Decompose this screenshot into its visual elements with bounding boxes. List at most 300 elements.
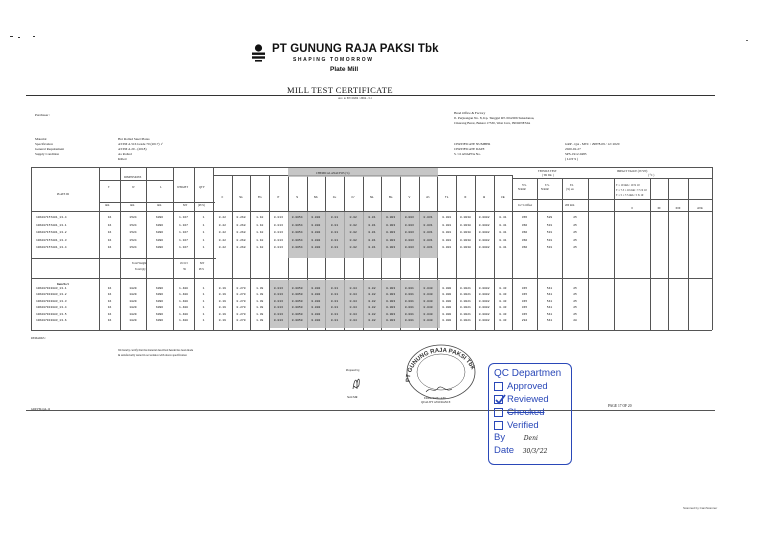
chem-cell-al: 0.040 bbox=[423, 319, 433, 322]
address-line-2: Cikarang Barat, Bekasi 17530, West Java, INDONESIA bbox=[454, 121, 531, 125]
gauge-label: 200 mm bbox=[565, 204, 575, 207]
el-cell: 25 bbox=[573, 223, 577, 227]
element-header-al: Al bbox=[426, 196, 430, 199]
total-qty-label: Total Qty bbox=[135, 268, 146, 271]
chem-cell-n: 0.0038 bbox=[460, 223, 471, 227]
group-2-label: Item No 5 bbox=[57, 283, 69, 286]
width-cell: 1524 bbox=[129, 238, 137, 242]
qty-cell: 1 bbox=[202, 293, 205, 297]
qc-stamp bbox=[488, 363, 572, 465]
chem-cell-c: 0.19 bbox=[218, 287, 226, 290]
chem-cell-ti: 0.001 bbox=[442, 223, 452, 227]
column-divider bbox=[688, 178, 689, 330]
approved-checkbox bbox=[494, 382, 503, 391]
chem-cell-mo: 0.003 bbox=[386, 319, 396, 322]
chem-cell-mo: 0.003 bbox=[386, 223, 396, 227]
general-requirement-label: General Requirement bbox=[35, 147, 65, 151]
chem-cell-nb: 0.002 bbox=[311, 293, 321, 297]
chem-cell-mn: 1.10 bbox=[256, 231, 264, 235]
width-cell: 1524 bbox=[129, 231, 137, 235]
chem-cell-mn: 1.38 bbox=[256, 299, 264, 303]
chem-cell-si: 0.270 bbox=[236, 319, 246, 322]
el-cell: 25 bbox=[573, 231, 577, 235]
chem-cell-v: 0.001 bbox=[404, 319, 414, 322]
address-line-1: Jl. Perjuangan No. 8, Kp. Tanggul RT. 004/006 Sukadanau, bbox=[454, 116, 535, 120]
width-cell: 1829 bbox=[129, 299, 137, 303]
chem-cell-b: 0.0002 bbox=[478, 238, 490, 242]
preparer-name: Sutri MR bbox=[347, 396, 358, 399]
chem-cell-ce: 0.41 bbox=[499, 246, 507, 250]
weight-cell: 1.167 bbox=[178, 246, 188, 250]
chem-cell-n: 0.0038 bbox=[460, 216, 471, 219]
tensile-subheader: ( TR Dir. ) bbox=[542, 174, 554, 177]
element-header-ni: Ni bbox=[370, 196, 374, 199]
chem-cell-al: 0.031 bbox=[423, 238, 433, 242]
chem-cell-cu: 0.01 bbox=[330, 312, 339, 316]
length-cell: 6096 bbox=[155, 231, 164, 235]
thickness-cell: 16 bbox=[107, 319, 112, 322]
thickness-cell: 16 bbox=[107, 287, 112, 290]
qc-verified-option bbox=[494, 419, 566, 432]
company-name: PT GUNUNG RAJA PAKSI Tbk bbox=[272, 43, 439, 55]
chem-cell-s: 0.0054 bbox=[291, 216, 303, 219]
ys-cell: 294 bbox=[521, 319, 528, 322]
ts-unit: N/mm² bbox=[541, 188, 549, 191]
chem-cell-si: 0.268 bbox=[236, 231, 246, 235]
chem-cell-p: 0.013 bbox=[273, 299, 283, 303]
plate-id-cell: 19K207913083_13-6 bbox=[36, 319, 67, 322]
width-cell: 1524 bbox=[129, 223, 137, 227]
chem-cell-mo: 0.003 bbox=[386, 287, 396, 290]
ts-cell: 531 bbox=[546, 231, 553, 235]
chem-cell-mn: 1.38 bbox=[256, 293, 264, 297]
chem-cell-n: 0.0038 bbox=[460, 246, 471, 250]
column-divider bbox=[668, 178, 669, 330]
chem-cell-mo: 0.003 bbox=[386, 216, 396, 219]
chem-cell-nb: 0.002 bbox=[311, 231, 321, 235]
el-cell: 25 bbox=[573, 306, 577, 310]
qty-cell: 1 bbox=[202, 319, 205, 322]
chem-cell-s: 0.0054 bbox=[291, 231, 303, 235]
chem-cell-cu: 0.01 bbox=[330, 287, 339, 290]
length-cell: 6096 bbox=[155, 246, 164, 250]
chem-cell-cr: 0.02 bbox=[349, 216, 357, 219]
chem-cell-p: 0.013 bbox=[273, 216, 283, 219]
chem-cell-n: 0.0021 bbox=[460, 306, 471, 310]
qty-header: QTY bbox=[199, 186, 205, 189]
el-header: EL bbox=[570, 184, 574, 187]
ys-cell: 365 bbox=[521, 216, 528, 219]
chem-cell-c: 0.19 bbox=[218, 306, 226, 310]
total-qty-value: 39 bbox=[183, 268, 186, 271]
width-cell: 1524 bbox=[129, 216, 137, 219]
element-header-cr: Cr bbox=[351, 196, 356, 199]
chem-cell-ni: 0.01 bbox=[368, 238, 376, 242]
chem-cell-p: 0.013 bbox=[273, 312, 283, 316]
chem-cell-ce: 0.41 bbox=[499, 223, 507, 227]
chem-cell-b: 0.0002 bbox=[478, 287, 490, 290]
ys-cell: 366 bbox=[521, 246, 528, 250]
specification-value: ASTM A 516 Grade 70 (2017) ✓ bbox=[118, 142, 164, 146]
chem-cell-p: 0.013 bbox=[273, 231, 283, 235]
width-cell: 1524 bbox=[129, 246, 137, 250]
chem-cell-mn: 1.10 bbox=[256, 238, 264, 242]
ys-cell: 366 bbox=[521, 238, 528, 242]
group1-end-rule bbox=[31, 258, 216, 259]
chem-cell-ni: 0.02 bbox=[368, 319, 376, 322]
ts-cell: 531 bbox=[546, 223, 553, 227]
ys-cell: 366 bbox=[521, 231, 528, 235]
reviewed-checkbox bbox=[494, 395, 503, 404]
chem-cell-cu: 0.01 bbox=[330, 306, 339, 310]
chem-cell-ti: 0.000 bbox=[442, 287, 452, 290]
qc-date-row bbox=[494, 445, 566, 458]
chem-cell-ce: 0.43 bbox=[499, 293, 507, 297]
certificate-number-label: CERTIFICATE NUMBER bbox=[454, 142, 491, 146]
ts-cell: 531 bbox=[546, 246, 553, 250]
qc-by-row bbox=[494, 432, 566, 445]
chem-cell-p: 0.013 bbox=[273, 238, 283, 242]
weight-cell: 1.400 bbox=[178, 306, 188, 310]
dimensions-header: DIMENSIONS bbox=[124, 176, 142, 179]
chem-cell-ti: 0.001 bbox=[442, 238, 452, 242]
chem-cell-c: 0.19 bbox=[218, 319, 226, 322]
chem-cell-ce: 0.43 bbox=[499, 319, 507, 322]
chem-cell-mn: 1.10 bbox=[256, 246, 264, 250]
chem-cell-cu: 0.01 bbox=[330, 293, 339, 297]
chem-cell-al: 0.040 bbox=[423, 312, 433, 316]
tensile-header: TENSILE TEST bbox=[538, 170, 557, 173]
impact-note-2: T ≥ 7.5 ≥ 10 mm : 7.5 X 10 bbox=[616, 189, 647, 192]
chem-cell-c: 0.22 bbox=[218, 223, 226, 227]
ys-cell: 345 bbox=[521, 287, 528, 290]
chem-cell-cr: 0.04 bbox=[349, 299, 357, 303]
chem-cell-p: 0.013 bbox=[273, 246, 283, 250]
chem-cell-cr: 0.02 bbox=[349, 223, 357, 227]
length-unit: mm bbox=[157, 204, 162, 207]
group2-start-rule bbox=[31, 278, 712, 279]
qc-stamp-title: QC Departmen bbox=[494, 368, 562, 379]
chem-cell-ti: 0.001 bbox=[442, 231, 452, 235]
el-cell: 25 bbox=[573, 238, 577, 242]
page-number: PAGE 17 OF 20 bbox=[608, 404, 632, 408]
thickness-cell: 16 bbox=[107, 306, 112, 310]
width-cell: 1829 bbox=[129, 287, 137, 290]
ys-cell: 345 bbox=[521, 299, 528, 303]
company-seal bbox=[400, 338, 482, 400]
chem-cell-v: 0.003 bbox=[404, 231, 414, 235]
chem-cell-cr: 0.04 bbox=[349, 306, 357, 310]
scan-shade bbox=[288, 168, 438, 177]
weight-unit: MT bbox=[183, 204, 188, 207]
element-header-b: B bbox=[483, 196, 486, 199]
weight-header: WEIGHT bbox=[177, 186, 189, 189]
chem-cell-cr: 0.02 bbox=[349, 231, 357, 235]
chem-cell-b: 0.0002 bbox=[478, 319, 490, 322]
prepared-by-label: Prepared by, bbox=[346, 369, 360, 372]
qty-cell: 1 bbox=[202, 231, 205, 235]
column-divider bbox=[614, 178, 615, 330]
chem-cell-ce: 0.43 bbox=[499, 312, 507, 316]
chem-cell-ni: 0.01 bbox=[368, 216, 376, 219]
chem-cell-b: 0.0002 bbox=[478, 299, 490, 303]
chem-cell-si: 0.268 bbox=[236, 216, 246, 219]
chemical-analysis-header: CHEMICAL ANALYSIS (%) bbox=[316, 172, 350, 175]
el-unit: (%) on bbox=[566, 188, 574, 191]
element-header-ti: Ti bbox=[444, 196, 449, 199]
chem-cell-c: 0.19 bbox=[218, 312, 226, 316]
chem-cell-p: 0.013 bbox=[273, 223, 283, 227]
chem-cell-cr: 0.04 bbox=[349, 287, 357, 290]
weight-cell: 1.167 bbox=[178, 238, 188, 242]
supply-condition-label: Supply Condition bbox=[35, 152, 60, 156]
chem-cell-n: 0.0038 bbox=[460, 231, 471, 235]
chem-cell-c: 0.22 bbox=[218, 246, 226, 250]
certificate-subtitle: Acc. to EN 10204 : 2004 - 3.1 bbox=[338, 96, 372, 100]
chem-cell-nb: 0.002 bbox=[311, 238, 321, 242]
ts-cell: 541 bbox=[546, 312, 553, 316]
plate-id-cell: 19K207913083_13-3 bbox=[36, 299, 67, 303]
checked-checkbox bbox=[494, 408, 503, 417]
chem-cell-mo: 0.003 bbox=[386, 299, 396, 303]
chem-cell-mn: 1.38 bbox=[256, 306, 264, 310]
plate-id-cell: 19K207157A01_13-1 bbox=[36, 223, 67, 227]
chem-cell-ti: 0.000 bbox=[442, 299, 452, 303]
thickness-cell: 16 bbox=[107, 238, 112, 242]
ts-cell: 531 bbox=[546, 238, 553, 242]
qc-checked-option bbox=[494, 406, 566, 419]
plate-id-cell: 19K207157A01_13-3 bbox=[36, 238, 67, 242]
chem-cell-n: 0.0021 bbox=[460, 287, 471, 290]
chem-cell-ce: 0.43 bbox=[499, 299, 507, 303]
head-office-label: Head Office & Factory bbox=[454, 111, 486, 115]
total-weight-value: 45.513 bbox=[180, 262, 188, 265]
company-tagline: SHAPING TOMORROW bbox=[293, 57, 374, 63]
chem-cell-si: 0.270 bbox=[236, 299, 246, 303]
element-header-nb: Nb bbox=[314, 196, 318, 199]
chem-cell-ni: 0.02 bbox=[368, 312, 376, 316]
chem-cell-ni: 0.02 bbox=[368, 287, 376, 290]
chem-cell-nb: 0.002 bbox=[311, 306, 321, 310]
qc-reviewed-option bbox=[494, 393, 566, 406]
chem-cell-v: 0.001 bbox=[404, 287, 414, 290]
chem-cell-n: 0.0021 bbox=[460, 299, 471, 303]
chem-cell-ce: 0.41 bbox=[499, 238, 507, 242]
chem-cell-nb: 0.002 bbox=[311, 246, 321, 250]
chem-cell-si: 0.270 bbox=[236, 287, 246, 290]
chem-cell-s: 0.0050 bbox=[291, 287, 303, 290]
seal-text: PT GUNUNG RAJA PAKSI Tbk bbox=[405, 347, 476, 383]
chem-cell-ce: 0.41 bbox=[499, 216, 507, 219]
checked-label: Checked bbox=[507, 407, 545, 418]
plate-id-cell: 19K207913083_13-2 bbox=[36, 293, 67, 297]
chem-cell-nb: 0.002 bbox=[311, 312, 321, 316]
chem-cell-nb: 0.002 bbox=[311, 216, 321, 219]
thickness-cell: 16 bbox=[107, 293, 112, 297]
length-cell: 6096 bbox=[155, 238, 164, 242]
chem-cell-ce: 0.41 bbox=[499, 231, 507, 235]
length-cell: 6096 bbox=[155, 287, 164, 290]
plate-id-cell: 19K207913083_13-5 bbox=[36, 312, 67, 316]
chem-cell-v: 0.003 bbox=[404, 216, 414, 219]
so-number-value: SPS-1912-0483 bbox=[565, 152, 587, 156]
el-cell: 25 bbox=[573, 216, 577, 219]
impact-col-2: II bbox=[657, 207, 661, 210]
chem-cell-cr: 0.04 bbox=[349, 319, 357, 322]
chem-cell-c: 0.19 bbox=[218, 293, 226, 297]
plate-id-cell: 19K207913083_13-4 bbox=[36, 306, 67, 310]
chem-cell-c: 0.22 bbox=[218, 231, 226, 235]
ys-unit: N/mm² bbox=[518, 188, 526, 191]
chem-cell-cu: 0.01 bbox=[330, 299, 339, 303]
chem-cell-al: 0.040 bbox=[423, 299, 433, 303]
element-header-c: C bbox=[221, 196, 224, 199]
weight-cell: 1.400 bbox=[178, 293, 188, 297]
chem-cell-v: 0.001 bbox=[404, 306, 414, 310]
chem-cell-mn: 1.38 bbox=[256, 319, 264, 322]
chem-cell-c: 0.19 bbox=[218, 299, 226, 303]
chem-cell-si: 0.270 bbox=[236, 293, 246, 297]
weight-cell: 1.167 bbox=[178, 216, 188, 219]
certification-statement-1: We hereby certify that the material described herein has been made bbox=[118, 349, 194, 352]
certificate-date-label: CERTIFICATE DATE bbox=[454, 147, 485, 151]
chem-cell-si: 0.270 bbox=[236, 306, 246, 310]
weight-cell: 1.400 bbox=[178, 287, 188, 290]
width-cell: 1829 bbox=[129, 306, 137, 310]
chem-cell-n: 0.0021 bbox=[460, 319, 471, 322]
footer-rule bbox=[26, 410, 715, 411]
chem-cell-cu: 0.01 bbox=[330, 216, 339, 219]
verified-checkbox bbox=[494, 421, 503, 430]
element-header-ce: CE bbox=[501, 196, 505, 199]
ts-cell: 541 bbox=[546, 319, 553, 322]
ts-cell: 541 bbox=[546, 299, 553, 303]
weight-cell: 1.167 bbox=[178, 223, 188, 227]
ys-cell: 345 bbox=[521, 306, 528, 310]
chem-cell-mn: 1.10 bbox=[256, 223, 264, 227]
el-cell: 25 bbox=[573, 246, 577, 250]
chem-cell-ni: 0.01 bbox=[368, 223, 376, 227]
qty-cell: 1 bbox=[202, 312, 205, 316]
reviewed-label: Reviewed bbox=[507, 394, 549, 405]
chem-cell-si: 0.268 bbox=[236, 223, 246, 227]
el-cell: 25 bbox=[573, 293, 577, 297]
chem-cell-cu: 0.01 bbox=[330, 238, 339, 242]
certificate-date-value: 2020-02-27 bbox=[565, 147, 581, 151]
chem-cell-v: 0.003 bbox=[404, 223, 414, 227]
approved-label: Approved bbox=[507, 381, 548, 392]
chem-cell-b: 0.0002 bbox=[478, 231, 490, 235]
plate-id-cell: 19K207913083_13-1 bbox=[36, 287, 67, 290]
qty-cell: 1 bbox=[202, 306, 205, 310]
chem-cell-n: 0.0021 bbox=[460, 293, 471, 297]
chem-cell-s: 0.0050 bbox=[291, 299, 303, 303]
general-requirement-value: ASTM A 20 - (2018) bbox=[118, 147, 147, 151]
chem-cell-si: 0.270 bbox=[236, 312, 246, 316]
certificate-number-value: GRP - QA - MTC / 29878-09 / 12/ 2020 bbox=[565, 142, 620, 146]
chem-cell-mo: 0.003 bbox=[386, 246, 396, 250]
chem-cell-ni: 0.01 bbox=[368, 231, 376, 235]
chem-cell-ti: 0.001 bbox=[442, 216, 452, 219]
thickness-cell: 16 bbox=[107, 312, 112, 316]
material-label: Material bbox=[35, 137, 47, 141]
length-cell: 6096 bbox=[155, 216, 164, 219]
dims-rule bbox=[99, 180, 173, 181]
qty-cell: 1 bbox=[202, 287, 205, 290]
chem-cell-s: 0.0050 bbox=[291, 306, 303, 310]
weight-cell: 1.400 bbox=[178, 299, 188, 303]
chem-cell-mn: 1.38 bbox=[256, 287, 264, 290]
element-header-mo: Mo bbox=[388, 196, 393, 199]
chem-cell-cr: 0.02 bbox=[349, 246, 357, 250]
approver-role: QUALITY ASSURANCE bbox=[421, 401, 451, 404]
preparer-signature bbox=[350, 375, 364, 391]
ys-header: Y.S. bbox=[522, 184, 527, 187]
supply-condition-value-2: Killed bbox=[118, 157, 127, 161]
qc-approved-option bbox=[494, 380, 566, 393]
impact-note-1: T ≥ 10 mm : 10 X 10 bbox=[616, 184, 640, 187]
chem-cell-ti: 0.000 bbox=[442, 293, 452, 297]
chem-cell-nb: 0.002 bbox=[311, 299, 321, 303]
thickness-cell: 16 bbox=[107, 223, 112, 227]
chem-cell-v: 0.003 bbox=[404, 246, 414, 250]
chem-cell-ni: 0.01 bbox=[368, 246, 376, 250]
chem-cell-ti: 0.001 bbox=[442, 246, 452, 250]
element-header-si: Si bbox=[239, 196, 243, 199]
impact-col-1: I bbox=[631, 207, 633, 210]
width-header: W bbox=[132, 186, 135, 189]
plate-id-header: PLATE ID bbox=[57, 193, 70, 196]
width-unit: mm bbox=[130, 204, 135, 207]
chem-cell-v: 0.001 bbox=[404, 312, 414, 316]
chem-cell-s: 0.0050 bbox=[291, 319, 303, 322]
chem-cell-cu: 0.01 bbox=[330, 223, 339, 227]
form-code: GRP-FM-QA-12 bbox=[31, 408, 51, 411]
width-cell: 1829 bbox=[129, 293, 137, 297]
chem-cell-cu: 0.01 bbox=[330, 231, 339, 235]
chem-cell-al: 0.031 bbox=[423, 246, 433, 250]
chem-cell-b: 0.0002 bbox=[478, 216, 490, 219]
el-cell: 25 bbox=[573, 287, 577, 290]
length-cell: 6096 bbox=[155, 299, 164, 303]
date-value: 30/3/'22 bbox=[522, 448, 548, 455]
chem-cell-s: 0.0054 bbox=[291, 246, 303, 250]
qty-cell: 1 bbox=[202, 223, 205, 227]
chem-cell-b: 0.0002 bbox=[478, 293, 490, 297]
chem-cell-mo: 0.003 bbox=[386, 306, 396, 310]
chem-cell-mo: 0.003 bbox=[386, 238, 396, 242]
chem-cell-cr: 0.02 bbox=[349, 238, 357, 242]
chem-cell-p: 0.013 bbox=[273, 306, 283, 310]
purchaser-label: Purchaser : bbox=[35, 113, 51, 117]
certificate-title: MILL TEST CERTIFICATE bbox=[287, 85, 393, 95]
chem-cell-v: 0.003 bbox=[404, 238, 414, 242]
qty-cell: 1 bbox=[202, 216, 205, 219]
chem-cell-al: 0.040 bbox=[423, 287, 433, 290]
chem-cell-cr: 0.04 bbox=[349, 293, 357, 297]
supply-condition-value: As Rolled bbox=[118, 152, 132, 156]
chem-cell-al: 0.031 bbox=[423, 223, 433, 227]
chem-cell-s: 0.0054 bbox=[291, 223, 303, 227]
length-cell: 6096 bbox=[155, 223, 164, 227]
chem-cell-al: 0.040 bbox=[423, 306, 433, 310]
impact-temp: ( °C ) bbox=[648, 174, 655, 177]
plate-id-cell: 19K207157A01_13-2 bbox=[36, 231, 67, 235]
date-label: Date bbox=[494, 445, 515, 456]
certification-statement-2: & satisfactorily tested in accordance with above specification bbox=[118, 354, 187, 357]
units-rule bbox=[99, 202, 215, 203]
lot-value: ( LOT 9 ) bbox=[565, 157, 579, 161]
